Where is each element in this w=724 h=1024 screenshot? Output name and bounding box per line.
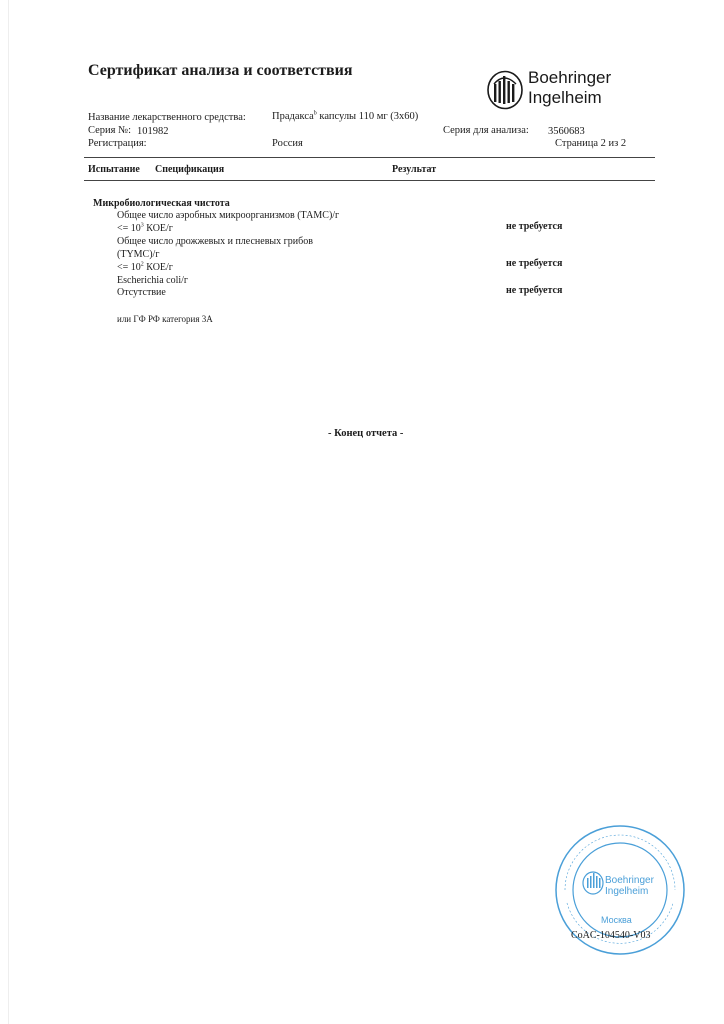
ecoli-spec: Отсутствие	[117, 287, 166, 298]
pharmacopoeia-note: или ГФ РФ категория 3А	[117, 314, 213, 324]
document-title: Сертификат анализа и соответствия	[88, 62, 353, 79]
col-header-test: Испытание	[88, 164, 140, 175]
tymc-result: не требуется	[506, 258, 563, 269]
logo-text	[528, 68, 611, 108]
series-label: Серия №:	[88, 125, 132, 136]
tamc-label: Общее число аэробных микроорганизмов (ТАМС)/г	[117, 210, 340, 221]
logo-line-1: Boehringer	[528, 68, 612, 87]
ecoli-label: Escherichia coli/г	[117, 275, 189, 286]
header-rule-top	[84, 157, 655, 158]
page-edge	[8, 0, 9, 1024]
boehringer-logo-icon	[486, 70, 524, 110]
header-rule-bottom	[84, 180, 655, 181]
tymc-spec-unit: КОЕ/г	[143, 262, 173, 273]
analysis-series-label: Серия для анализа:	[443, 125, 529, 136]
drug-name-sup: b	[313, 110, 317, 117]
stamp-city: Москва	[601, 915, 632, 925]
tymc-label-line2: (TYMC)/г	[117, 249, 160, 260]
section-title: Микробиологическая чистота	[93, 198, 230, 209]
tymc-spec	[117, 262, 173, 273]
tymc-spec-base: <= 10	[117, 262, 141, 273]
tymc-spec-exp: 2	[140, 261, 144, 268]
logo-line-2: Ingelheim	[528, 88, 602, 107]
stamp-text: Boehringer	[605, 875, 654, 886]
analysis-series-value: 3560683	[548, 126, 585, 137]
tamc-spec-unit: КОЕ/г	[143, 223, 173, 234]
series-value: 101982	[137, 126, 169, 137]
drug-name-value	[272, 111, 418, 122]
registration-value: Россия	[272, 138, 303, 149]
end-of-report: - Конец отчета -	[328, 428, 404, 439]
tamc-spec-exp: 3	[140, 222, 144, 229]
col-header-spec: Спецификация	[155, 164, 225, 175]
tymc-label-line1: Общее число дрожжевых и плесневых грибов	[117, 236, 313, 247]
drug-name-main: Прадакса	[272, 111, 314, 122]
document-code: CoAC-104540-V03	[571, 930, 651, 941]
drug-name-label: Название лекарственного средства:	[88, 112, 246, 123]
ecoli-result: не требуется	[506, 285, 563, 296]
stamp-text-2: Ingelheim	[605, 886, 649, 897]
page-indicator: Страница 2 из 2	[555, 138, 627, 149]
col-header-result: Результат	[392, 164, 437, 175]
drug-name-form: капсулы 110 мг (3x60)	[316, 111, 419, 122]
registration-label: Регистрация:	[88, 138, 147, 149]
company-logo	[486, 68, 626, 112]
tamc-spec	[117, 223, 173, 234]
tamc-spec-base: <= 10	[117, 223, 141, 234]
tamc-result: не требуется	[506, 221, 563, 232]
